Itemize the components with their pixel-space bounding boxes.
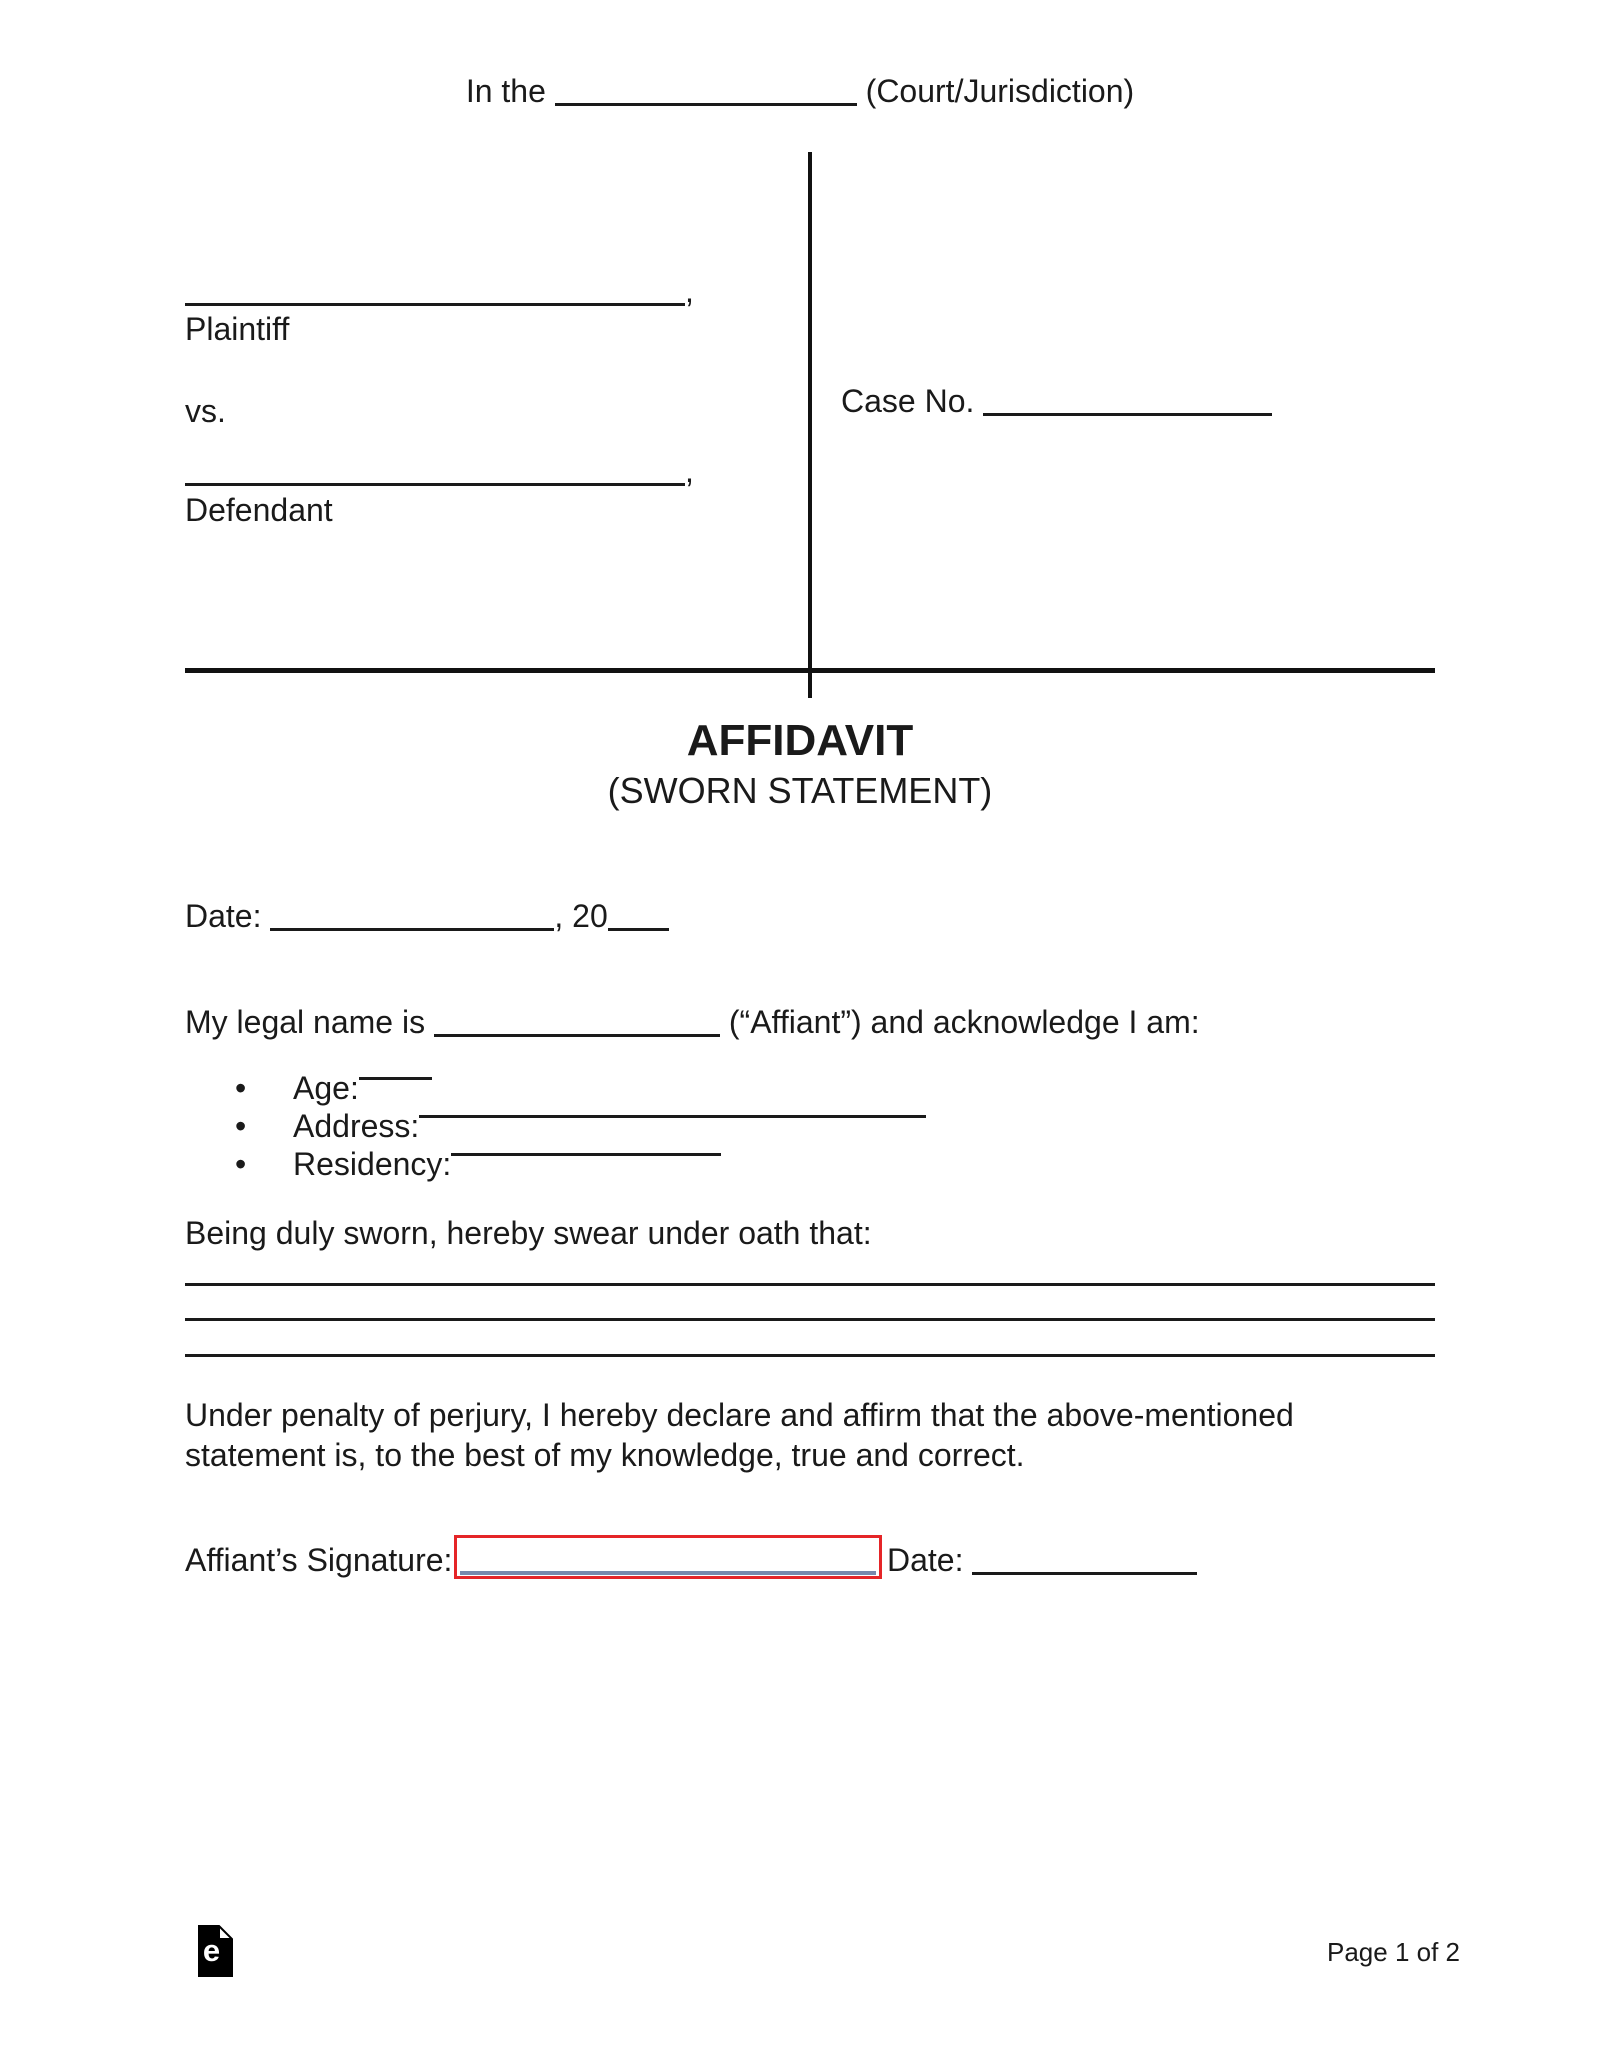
sworn-intro: Being duly sworn, hereby swear under oath that: bbox=[185, 1215, 872, 1251]
document-subtitle: (SWORN STATEMENT) bbox=[607, 770, 993, 811]
address-blank bbox=[419, 1107, 926, 1118]
caption-vertical-divider bbox=[808, 152, 812, 698]
list-item-address bbox=[225, 1107, 926, 1145]
plaintiff-label: Plaintiff bbox=[185, 311, 290, 347]
page-indicator: Page 1 of 2 bbox=[1327, 1937, 1460, 1967]
address-label: Address: bbox=[293, 1108, 420, 1144]
date-year-blank bbox=[608, 920, 669, 931]
signature-date-line bbox=[887, 1541, 1197, 1579]
acknowledgement-list bbox=[225, 1069, 926, 1183]
list-item-age bbox=[225, 1069, 926, 1107]
court-header-post: (Court/Jurisdiction) bbox=[856, 73, 1135, 109]
date-label: Date: bbox=[185, 898, 271, 934]
plaintiff-name-blank bbox=[185, 295, 685, 306]
residency-blank bbox=[451, 1145, 721, 1156]
eforms-logo bbox=[198, 1925, 233, 1977]
perjury-clause: Under penalty of perjury, I hereby declare and affirm that the above-mentioned statement is, to the best of my knowledge, true and correct. bbox=[185, 1397, 1294, 1473]
defendant-name-blank bbox=[185, 475, 685, 486]
case-number-blank bbox=[983, 405, 1272, 416]
legal-name-line bbox=[185, 1003, 1200, 1041]
residency-label: Residency: bbox=[293, 1146, 452, 1182]
document-title: AFFIDAVIT bbox=[686, 716, 914, 765]
age-label: Age: bbox=[293, 1070, 359, 1106]
statement-blank-line-2 bbox=[185, 1318, 1435, 1321]
court-header-pre: In the bbox=[465, 73, 555, 109]
statement-blank-line-3 bbox=[185, 1354, 1435, 1357]
date-year-prefix: , 20 bbox=[554, 898, 608, 934]
bullet-icon: • bbox=[235, 1146, 247, 1182]
defendant-name-line bbox=[185, 452, 694, 490]
age-blank bbox=[359, 1069, 432, 1080]
signature-label: Affiant’s Signature: bbox=[185, 1542, 453, 1578]
bullet-icon: • bbox=[235, 1070, 247, 1106]
signature-baseline bbox=[460, 1571, 876, 1575]
court-name-blank bbox=[555, 95, 857, 106]
signature-date-blank bbox=[972, 1564, 1197, 1575]
list-item-residency bbox=[225, 1145, 926, 1183]
legal-name-pre: My legal name is bbox=[185, 1004, 434, 1040]
caption-horizontal-divider bbox=[185, 668, 1435, 673]
legal-name-blank bbox=[434, 1026, 720, 1037]
bullet-icon: • bbox=[235, 1108, 247, 1144]
case-number-line bbox=[841, 382, 1272, 420]
defendant-label: Defendant bbox=[185, 492, 333, 528]
versus-label: vs. bbox=[185, 393, 226, 429]
date-line bbox=[185, 897, 669, 935]
logo-letter: e bbox=[202, 1933, 221, 1968]
court-header-line bbox=[0, 72, 1600, 110]
plaintiff-line-suffix: , bbox=[685, 273, 694, 309]
date-blank bbox=[270, 920, 554, 931]
plaintiff-name-line bbox=[185, 272, 694, 310]
legal-name-post: (“Affiant”) and acknowledge I am: bbox=[719, 1004, 1200, 1040]
signature-date-label: Date: bbox=[887, 1542, 973, 1578]
defendant-line-suffix: , bbox=[685, 453, 694, 489]
signature-field[interactable] bbox=[454, 1535, 882, 1579]
statement-blank-line-1 bbox=[185, 1283, 1435, 1286]
case-number-label: Case No. bbox=[841, 383, 984, 419]
